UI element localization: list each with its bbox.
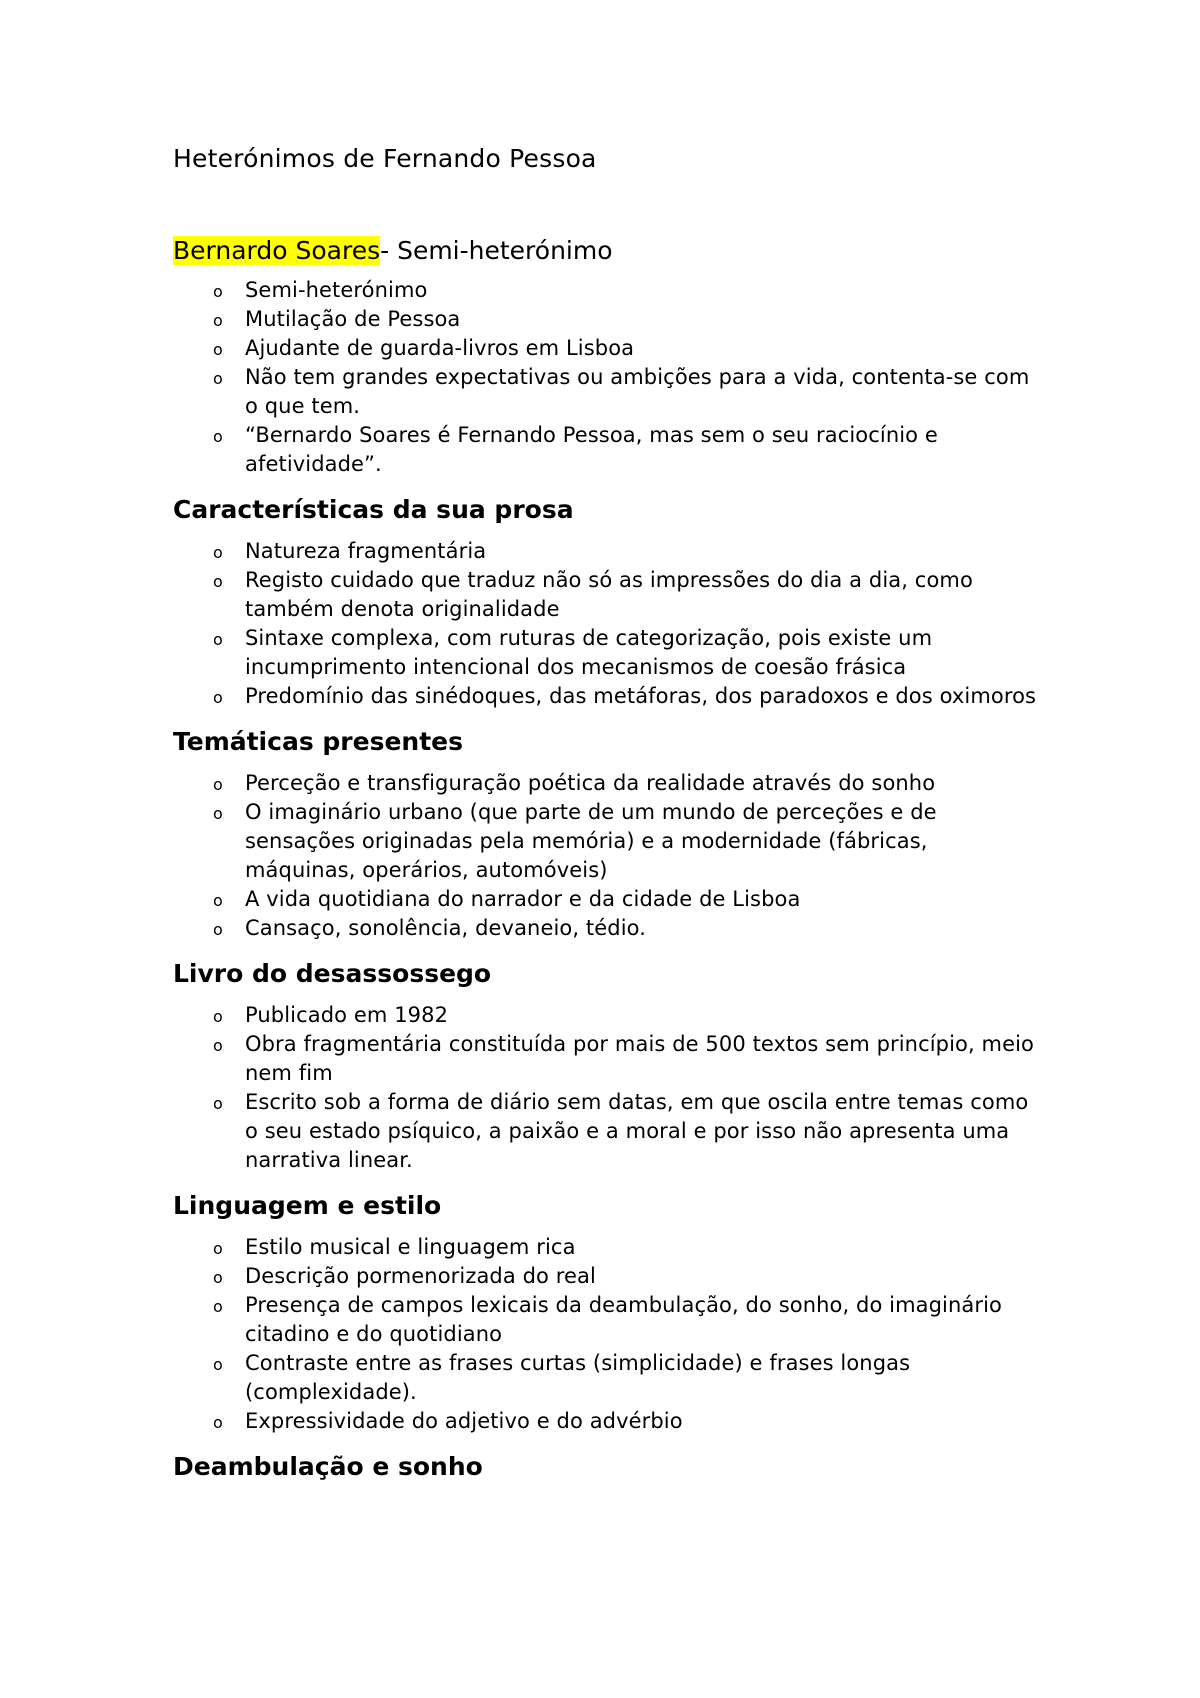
section-heading: Deambulação e sonho <box>173 1452 483 1481</box>
bullet-icon: o <box>213 369 223 388</box>
list-item <box>173 305 1043 334</box>
section-bullet-list <box>173 537 1043 711</box>
bullet-icon: o <box>213 1007 223 1026</box>
list-item-text: Não tem grandes expectativas ou ambições para a vida, contenta-se com o que tem. <box>245 365 1030 418</box>
list-item-text: Predomínio das sinédoques, das metáforas, dos paradoxos e dos oximoros <box>245 684 1037 708</box>
bullet-icon: o <box>213 775 223 794</box>
bullet-icon: o <box>213 543 223 562</box>
list-item-text: O imaginário urbano (que parte de um mundo de perceções e de sensações originadas pela memória) e a modernidade (fábricas, máquinas, operários, automóveis) <box>245 800 937 882</box>
list-item-text: Mutilação de Pessoa <box>245 307 461 331</box>
list-item-text: Sintaxe complexa, com ruturas de categorização, pois existe um incumprimento intencional dos mecanismos de coesão frásica <box>245 626 933 679</box>
list-item-text: A vida quotidiana do narrador e da cidade de Lisboa <box>245 887 801 911</box>
intro-bullet-list <box>173 276 1043 479</box>
list-item <box>173 1262 1043 1291</box>
list-item <box>173 1001 1043 1030</box>
bullet-icon: o <box>213 1094 223 1113</box>
bullet-icon: o <box>213 1413 223 1432</box>
highlighted-name: Bernardo Soares <box>173 236 381 265</box>
bullet-icon: o <box>213 572 223 591</box>
document-page <box>173 142 1043 1494</box>
bullet-icon: o <box>213 688 223 707</box>
bullet-icon: o <box>213 891 223 910</box>
intro-heading <box>173 234 1043 268</box>
section-bullet-list <box>173 1233 1043 1436</box>
section-bullet-list <box>173 1001 1043 1175</box>
bullet-icon: o <box>213 920 223 939</box>
list-item-text: Perceção e transfiguração poética da realidade através do sonho <box>245 771 936 795</box>
list-item <box>173 1291 1043 1349</box>
list-item-text: Escrito sob a forma de diário sem datas, em que oscila entre temas como o seu estado psíquico, a paixão e a moral e por isso não apresenta uma narrativa linear. <box>245 1090 1029 1172</box>
section-heading: Características da sua prosa <box>173 495 574 524</box>
list-item <box>173 421 1043 479</box>
list-item-text: Obra fragmentária constituída por mais de 500 textos sem princípio, meio nem fim <box>245 1032 1034 1085</box>
bullet-icon: o <box>213 1355 223 1374</box>
bullet-icon: o <box>213 1239 223 1258</box>
list-item-text: Natureza fragmentária <box>245 539 487 563</box>
section-bullet-list <box>173 769 1043 943</box>
bullet-icon: o <box>213 1268 223 1287</box>
list-item-text: Publicado em 1982 <box>245 1003 449 1027</box>
list-item <box>173 1030 1043 1088</box>
list-item-text: Registo cuidado que traduz não só as impressões do dia a dia, como também denota originalidade <box>245 568 973 621</box>
list-item-text: Expressividade do adjetivo e do advérbio <box>245 1409 683 1433</box>
intro-heading-suffix: - Semi-heterónimo <box>380 236 613 265</box>
bullet-icon: o <box>213 311 223 330</box>
list-item-text: Ajudante de guarda-livros em Lisboa <box>245 336 635 360</box>
section-heading: Temáticas presentes <box>173 727 464 756</box>
list-item <box>173 885 1043 914</box>
list-item <box>173 682 1043 711</box>
list-item-text: Descrição pormenorizada do real <box>245 1264 596 1288</box>
list-item <box>173 566 1043 624</box>
list-item <box>173 798 1043 885</box>
bullet-icon: o <box>213 1297 223 1316</box>
list-item <box>173 276 1043 305</box>
list-item-text: Semi-heterónimo <box>245 278 428 302</box>
bullet-icon: o <box>213 1036 223 1055</box>
list-item-text: Cansaço, sonolência, devaneio, tédio. <box>245 916 646 940</box>
list-item <box>173 1233 1043 1262</box>
section-heading: Linguagem e estilo <box>173 1191 442 1220</box>
list-item-text: Estilo musical e linguagem rica <box>245 1235 576 1259</box>
section-heading: Livro do desassossego <box>173 959 492 988</box>
list-item <box>173 363 1043 421</box>
list-item <box>173 1088 1043 1175</box>
bullet-icon: o <box>213 804 223 823</box>
list-item <box>173 624 1043 682</box>
bullet-icon: o <box>213 630 223 649</box>
list-item <box>173 769 1043 798</box>
list-item <box>173 537 1043 566</box>
document-title: Heterónimos de Fernando Pessoa <box>173 144 597 173</box>
list-item-text: Presença de campos lexicais da deambulação, do sonho, do imaginário citadino e do quotidiano <box>245 1293 1002 1346</box>
list-item-text: “Bernardo Soares é Fernando Pessoa, mas sem o seu raciocínio e afetividade”. <box>245 423 938 476</box>
list-item <box>173 334 1043 363</box>
bullet-icon: o <box>213 340 223 359</box>
bullet-icon: o <box>213 282 223 301</box>
list-item <box>173 914 1043 943</box>
list-item-text: Contraste entre as frases curtas (simplicidade) e frases longas (complexidade). <box>245 1351 911 1404</box>
list-item <box>173 1349 1043 1407</box>
bullet-icon: o <box>213 427 223 446</box>
list-item <box>173 1407 1043 1436</box>
